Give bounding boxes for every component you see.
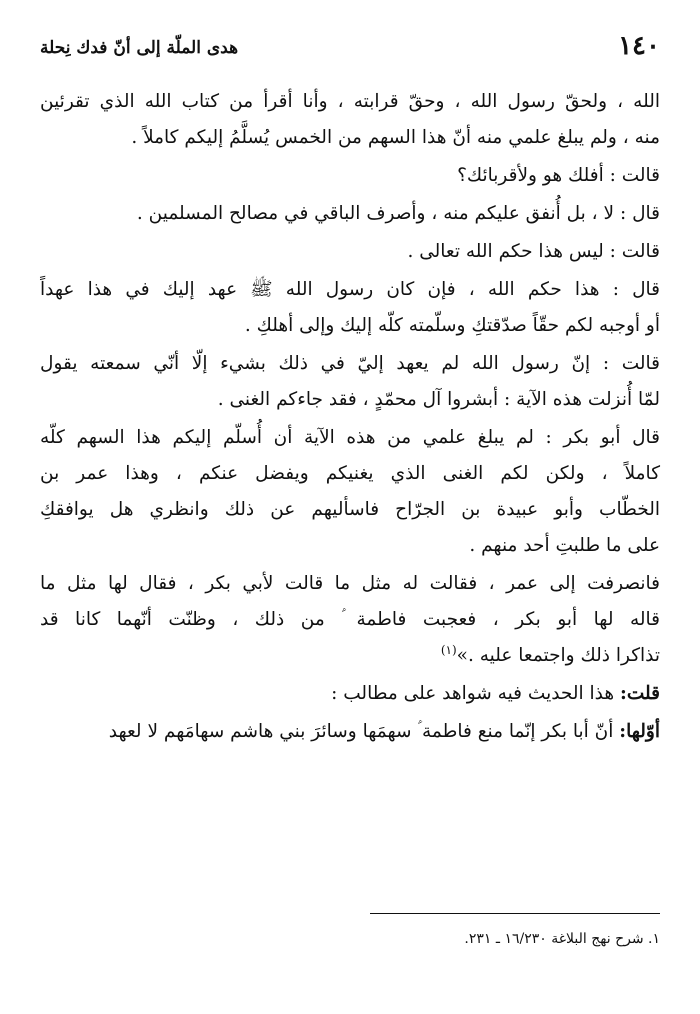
text-line bbox=[40, 602, 660, 638]
paragraph bbox=[40, 196, 660, 232]
text-line bbox=[40, 382, 660, 418]
paragraph-lead: قلت: bbox=[620, 683, 660, 704]
line-text: قال : هذا حكم الله ، فإن كان رسول الله ﷺ عهد إليك في هذا عهداً bbox=[40, 279, 660, 300]
line-text: فانصرفت إلى عمر ، فقالت له مثل ما قالت لأبي بكر ، فقال لها مثل ما bbox=[40, 573, 660, 594]
page-number: ١٤٠ bbox=[618, 31, 660, 61]
paragraph bbox=[40, 234, 660, 270]
text-line bbox=[40, 158, 660, 194]
text-line bbox=[40, 528, 660, 564]
line-text: تذاكرا ذلك واجتمعا عليه .» bbox=[456, 645, 660, 666]
footnote: ١. شرح نهج البلاغة ١٦/٢٣٠ ـ ٢٣١. bbox=[464, 931, 660, 947]
paragraph bbox=[40, 158, 660, 194]
running-title: هدى الملّة إلى أنّ فدك نِحلة bbox=[40, 38, 239, 58]
line-text: على ما طلبتِ أحد منهم . bbox=[469, 535, 660, 556]
paragraph-lead: أوّلها: bbox=[619, 721, 660, 742]
text-line bbox=[40, 492, 660, 528]
line-text: قال : لا ، بل أُنفق عليكم منه ، وأصرف الباقي في مصالح المسلمين . bbox=[136, 203, 660, 224]
text-line bbox=[40, 234, 660, 270]
line-text: هذا الحديث فيه شواهد على مطالب : bbox=[331, 683, 621, 704]
footnote-divider bbox=[370, 913, 660, 914]
paragraph bbox=[40, 420, 660, 564]
page-body bbox=[40, 84, 660, 752]
text-line bbox=[40, 84, 660, 120]
line-text: أو أوجبه لكم حقّاً صدّقتكِ وسلّمته كلّه إليك وإلى أهلكِ . bbox=[244, 315, 660, 336]
line-text: كاملاً ، ولكن لكم الغنى الذي يغنيكم ويفضل عنكم ، وهذا عمر بن bbox=[40, 463, 660, 484]
paragraph bbox=[40, 272, 660, 344]
line-text: الله ، ولحقّ رسول الله ، وحقّ قرابته ، وأنا أقرأ من كتاب الله الذي تقرئين bbox=[40, 91, 660, 112]
text-line bbox=[40, 346, 660, 382]
text-line bbox=[40, 456, 660, 492]
text-line bbox=[40, 308, 660, 344]
line-text: قال أبو بكر : لم يبلغ علمي من هذه الآية أن أُسلّم إليكم هذا السهم كلّه bbox=[40, 427, 660, 448]
line-text: لمّا أُنزلت هذه الآية : أبشروا آل محمّدٍ ، فقد جاءكم الغنى . bbox=[217, 389, 660, 410]
paragraph bbox=[40, 346, 660, 418]
paragraph bbox=[40, 714, 660, 750]
text-line bbox=[40, 714, 660, 750]
text-line bbox=[40, 420, 660, 456]
text-line bbox=[40, 676, 660, 712]
line-text: قالت : ليس هذا حكم الله تعالى . bbox=[407, 241, 660, 262]
text-line bbox=[40, 120, 660, 156]
text-line bbox=[40, 638, 660, 674]
text-line bbox=[40, 196, 660, 232]
page-header bbox=[40, 30, 660, 62]
line-text: قاله لها أبو بكر ، فعجبت فاطمة ؑ من ذلك ، وظنّت أنّهما كانا قد bbox=[40, 609, 660, 630]
paragraph bbox=[40, 676, 660, 712]
line-text: الخطّاب وأبو عبيدة بن الجرّاح فاسأليهم عن ذلك وانظري هل يوافقكِ bbox=[40, 499, 660, 520]
line-text: أنّ أبا بكر إنّما منع فاطمة ؑ سهمَها وسائرَ بني هاشم سهامَهم لا لعهد bbox=[108, 721, 620, 742]
line-text: قالت : أفلك هو ولأقربائك؟ bbox=[457, 165, 660, 186]
text-line bbox=[40, 566, 660, 602]
paragraph bbox=[40, 566, 660, 674]
footnote-reference[interactable]: (١) bbox=[440, 642, 457, 657]
line-text: قالت : إنّ رسول الله لم يعهد إليّ في ذلك بشيء إلّا أنّي سمعته يقول bbox=[40, 353, 660, 374]
paragraph bbox=[40, 84, 660, 156]
text-line bbox=[40, 272, 660, 308]
line-text: منه ، ولم يبلغ علمي منه أنّ هذا السهم من الخمس يُسلَّمُ إليكم كاملاً . bbox=[131, 127, 660, 148]
